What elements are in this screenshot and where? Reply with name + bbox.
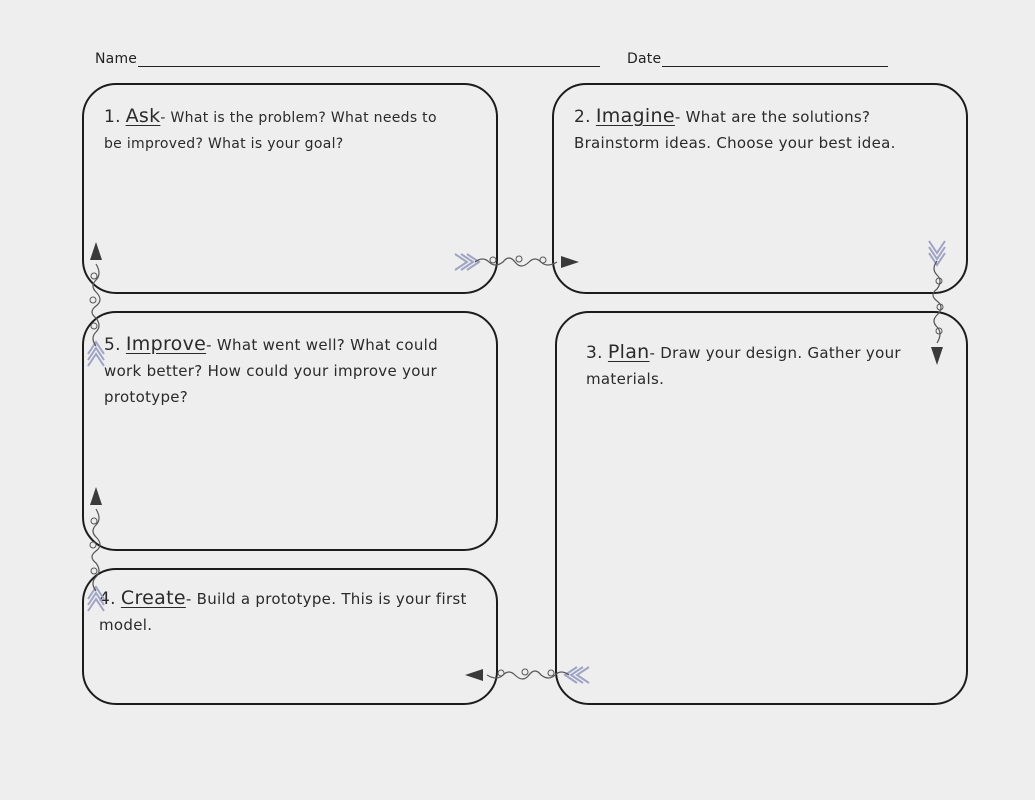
create-number: 4. [99, 589, 116, 609]
imagine-text [574, 103, 914, 156]
arrow-down-icon [925, 239, 949, 367]
create-text [99, 585, 484, 638]
plan-text [586, 339, 916, 392]
plan-word: Plan [607, 341, 650, 363]
improve-text [104, 331, 479, 410]
date-line[interactable] [662, 50, 888, 67]
improve-description: - What went well? What could work better? How could your improve your prototype? [104, 336, 438, 406]
plan-number: 3. [586, 343, 603, 363]
arrow-right-icon [453, 250, 581, 274]
name-line[interactable] [138, 50, 600, 67]
ask-text [104, 103, 444, 157]
improve-word: Improve [125, 333, 207, 355]
create-description: - Build a prototype. This is your first model. [99, 590, 467, 634]
ask-number: 1. [104, 107, 121, 127]
ask-word: Ask [125, 105, 161, 127]
arrow-up-icon [84, 485, 108, 613]
imagine-number: 2. [574, 107, 591, 127]
improve-number: 5. [104, 335, 121, 355]
ask-description: - What is the problem? What needs to be improved? What is your goal? [104, 110, 437, 152]
plan-description: - Draw your design. Gather your materials. [586, 344, 901, 388]
create-word: Create [120, 587, 186, 609]
imagine-description: - What are the solutions? Brainstorm ideas. Choose your best idea. [574, 108, 896, 152]
name-field[interactable] [95, 50, 600, 67]
date-field[interactable] [627, 50, 888, 67]
arrow-up-icon [84, 240, 108, 368]
name-label: Name [95, 51, 138, 67]
arrow-left-icon [463, 663, 591, 687]
imagine-word: Imagine [595, 105, 675, 127]
date-label: Date [627, 51, 662, 67]
